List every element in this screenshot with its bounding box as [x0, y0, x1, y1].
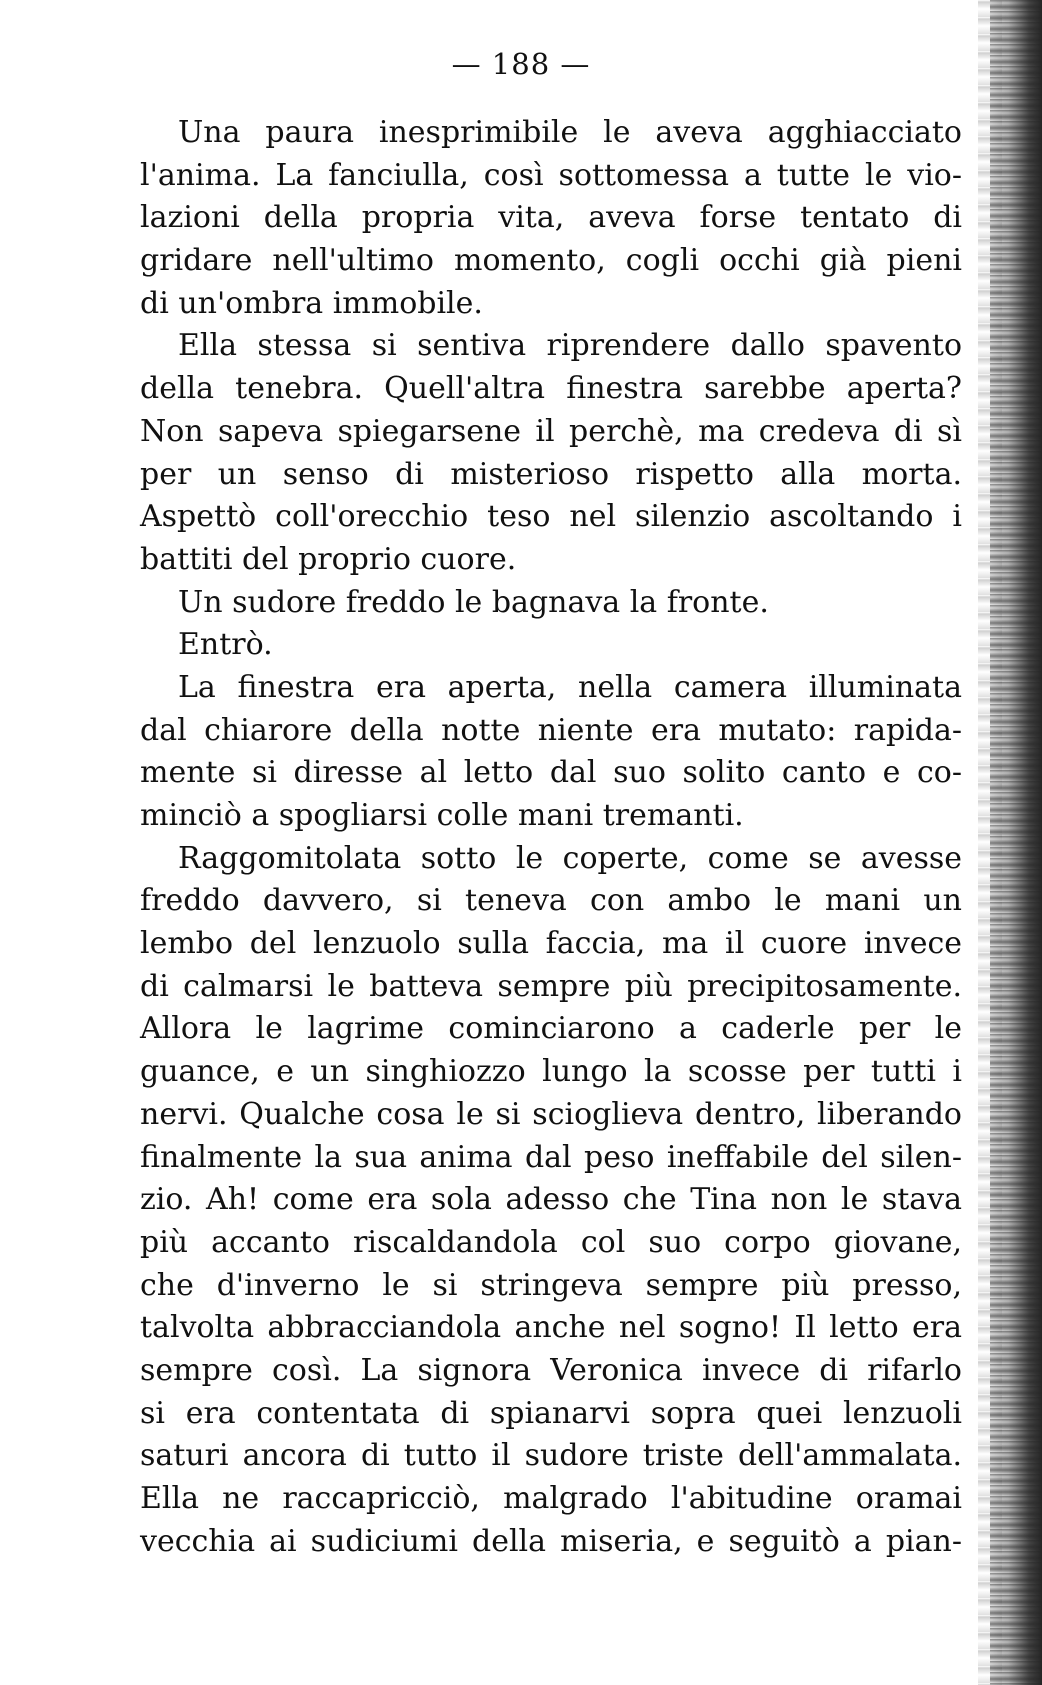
text-line: l'anima. La fanciulla, così sottomessa a tutte le vio- [140, 157, 962, 193]
text-line: più accanto riscaldandola col suo corpo giovane, [140, 1224, 962, 1260]
text-line: Una paura inesprimibile le aveva agghiacciato [178, 115, 962, 150]
body-text [140, 112, 962, 1563]
text-line: della tenebra. Quell'altra finestra sarebbe aperta? [140, 371, 962, 407]
text-line: battiti del proprio cuore. [140, 541, 517, 577]
text-line: Entrò. [178, 627, 273, 663]
text-line: guance, e un singhiozzo lungo la scosse per tutti i [140, 1054, 962, 1090]
text-line: nervi. Qualche cosa le si scioglieva dentro, liberando [140, 1096, 962, 1132]
text-line: dal chiarore della notte niente era mutato: rapida- [140, 712, 962, 748]
text-line: di un'ombra immobile. [140, 285, 483, 321]
text-line: vecchia ai sudiciumi della miseria, e seguitò a pian- [140, 1523, 962, 1559]
text-line: si era contentata di spianarvi sopra quei lenzuoli [140, 1395, 962, 1431]
text-line: per un senso di misterioso rispetto alla morta. [140, 456, 962, 492]
text-line: minciò a spogliarsi colle mani tremanti. [140, 798, 744, 833]
text-line: lazioni della propria vita, aveva forse tentato di [140, 200, 962, 236]
text-line: Ella ne raccapricciò, malgrado l'abitudine oramai [140, 1481, 962, 1516]
text-line: Allora le lagrime cominciarono a caderle per le [140, 1011, 962, 1047]
text-line: gridare nell'ultimo momento, cogli occhi già pieni [140, 243, 962, 279]
text-line: freddo davvero, si teneva con ambo le mani un [140, 883, 962, 919]
text-line: saturi ancora di tutto il sudore triste dell'ammalata. [140, 1438, 962, 1474]
page-edge-shadow [990, 0, 1042, 1685]
text-line: di calmarsi le batteva sempre più precipitosamente. [140, 968, 962, 1004]
text-line: Non sapeva spiegarsene il perchè, ma credeva di sì [140, 413, 962, 449]
text-line: Aspettò coll'orecchio teso nel silenzio ascoltando i [140, 499, 962, 535]
page-number: — 188 — [451, 47, 591, 81]
text-line: che d'inverno le si stringeva sempre più presso, [140, 1267, 962, 1303]
text-line: La finestra era aperta, nella camera illuminata [178, 669, 962, 705]
text-line: Ella stessa si sentiva riprendere dallo spavento [178, 328, 962, 364]
text-line: mente si diresse al letto dal suo solito canto e co- [140, 755, 962, 791]
text-line: lembo del lenzuolo sulla faccia, ma il cuore invece [140, 926, 962, 962]
text-line: Raggomitolata sotto le coperte, come se avesse [178, 840, 962, 876]
text-line: Un sudore freddo le bagnava la fronte. [178, 584, 769, 620]
text-line: sempre così. La signora Veronica invece di rifarlo [140, 1352, 962, 1388]
text-line: finalmente la sua anima dal peso ineffabile del silen- [140, 1139, 962, 1175]
text-line: zio. Ah! come era sola adesso che Tina non le stava [140, 1182, 962, 1218]
text-line: talvolta abbracciandola anche nel sogno! Il letto era [140, 1310, 962, 1346]
